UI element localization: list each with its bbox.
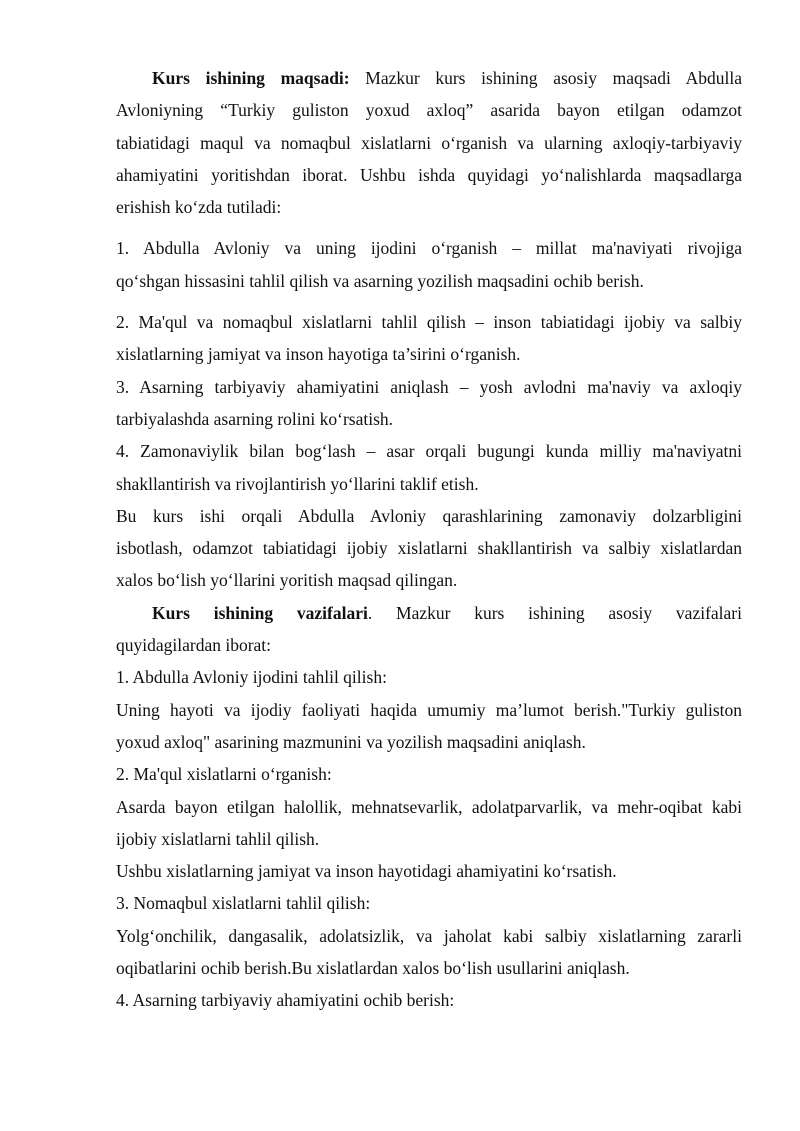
tasks-line-1: Kurs ishining vazifalari. Mazkur kurs ishining asosiy vazifalari <box>152 602 742 623</box>
goal-line-1: Kurs ishining maqsadi: Mazkur kurs ishining asosiy maqsadi Abdulla <box>152 68 742 88</box>
tasks-paragraph <box>116 597 742 662</box>
task-line: Asarda bayon etilgan halollik, mehnatsevarlik, adolatparvarlik, va mehr-oqibat kabi <box>116 796 742 817</box>
task-line: 3. Nomaqbul xislatlarni tahlil qilish: <box>116 893 371 914</box>
task-line: Ushbu xislatlarning jamiyat va inson hayotidagi ahamiyatini ko‘rsatish. <box>116 861 617 882</box>
tasks-heading: Kurs ishining vazifalari <box>152 602 368 623</box>
goal-line-2: Avloniyning “Turkiy guliston yoxud axloq” asarida bayon etilgan odamzot <box>116 100 742 121</box>
goal-item-3: 3. Asarning tarbiyaviy ahamiyatini aniqlash – yosh avlodni ma'naviy va axloqiy tarbiyalashda asarning rolini ko‘rsatish. <box>116 376 742 429</box>
task-line: Yolg‘onchilik, dangasalik, adolatsizlik, va jaholat kabi salbiy xislatlarning zararli <box>116 925 742 946</box>
goal-item-2: 2. Ma'qul va nomaqbul xislatlarni tahlil qilish – inson tabiatidagi ijobiy va salbiy xislatlarning jamiyat va inson hayotiga ta’sirini o‘rganish. <box>116 312 742 365</box>
goal-summary: Bu kurs ishi orqali Abdulla Avloniy qarashlarining zamonaviy dolzarbligini isbotlash, odamzot tabiatidagi ijobiy xislatlarni shakllantirish va salbiy xislatlardan xalos bo‘lish yo‘llarini yoritish maqsad qilingan. <box>116 505 742 591</box>
task-line: 1. Abdulla Avloniy ijodini tahlil qilish: <box>116 667 387 688</box>
document-page <box>116 62 742 1017</box>
task-line: ijobiy xislatlarni tahlil qilish. <box>116 828 320 849</box>
goal-item-4: 4. Zamonaviylik bilan bog‘lash – asar orqali bugungi kunda milliy ma'naviyatni shakllantirish va rivojlantirish yo‘llarini taklif etish. <box>116 441 742 494</box>
task-line: oqibatlarini ochib berish.Bu xislatlardan xalos bo‘lish usullarini aniqlash. <box>116 958 630 979</box>
goal-heading: Kurs ishining maqsadi: <box>152 68 350 88</box>
task-line: yoxud axloq" asarining mazmunini va yozilish maqsadini aniqlash. <box>116 731 586 752</box>
goal-line-5: erishish ko‘zda tutiladi: <box>116 197 282 218</box>
task-line: 2. Ma'qul xislatlarni o‘rganish: <box>116 764 332 785</box>
task-list <box>116 661 742 1016</box>
goal-paragraph <box>116 62 742 223</box>
goal-line-4: ahamiyatini yoritishdan iborat. Ushbu ishda quyidagi yo‘nalishlarda maqsadlarga <box>116 164 742 185</box>
tasks-line-2: quyidagilardan iborat: <box>116 635 272 656</box>
goal-item-1: 1. Abdulla Avloniy va uning ijodini o‘rganish – millat ma'naviyati rivojiga qo‘shgan hissasini tahlil qilish va asarning yozilish maqsadini ochib berish. <box>116 238 742 291</box>
task-line: 4. Asarning tarbiyaviy ahamiyatini ochib berish: <box>116 990 455 1011</box>
goal-line-3: tabiatidagi maqul va nomaqbul xislatlarni o‘rganish va ularning axloqiy-tarbiyaviy <box>116 132 742 153</box>
task-line: Uning hayoti va ijodiy faoliyati haqida umumiy ma’lumot berish."Turkiy guliston <box>116 699 742 720</box>
